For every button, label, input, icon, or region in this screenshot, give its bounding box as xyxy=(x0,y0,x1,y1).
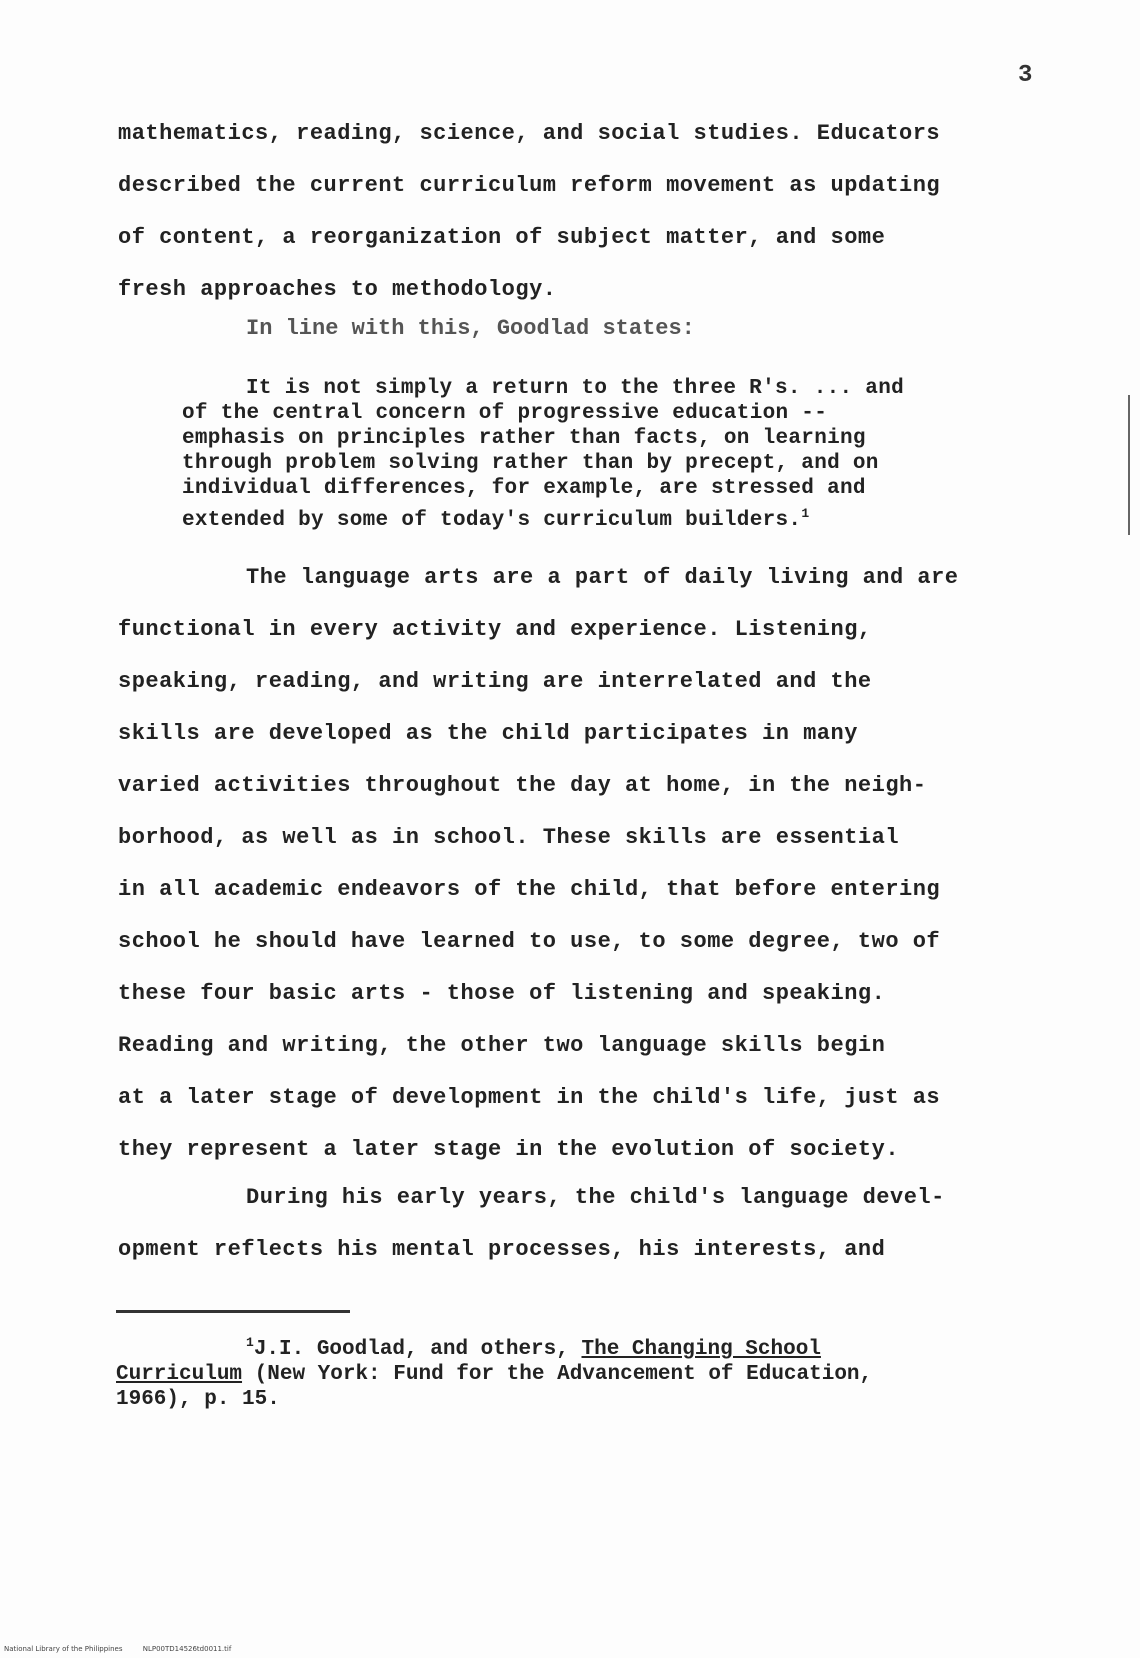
page-number: 3 xyxy=(1018,62,1033,89)
footnote-author: J.I. Goodlad, and others, xyxy=(253,1338,569,1361)
text-line: functional in every activity and experience. Listening, xyxy=(118,617,872,642)
footnote xyxy=(116,1330,1066,1412)
text-line: at a later stage of development in the child's life, just as xyxy=(118,1085,941,1110)
block-quote xyxy=(182,376,1042,533)
quote-line-text: extended by some of today's curriculum builders. xyxy=(182,509,802,532)
quote-lead-in: In line with this, Goodlad states: xyxy=(246,316,695,341)
text-line: fresh approaches to methodology. xyxy=(118,277,557,302)
paragraph-2 xyxy=(118,552,1058,1176)
text-line: they represent a later stage in the evolution of society. xyxy=(118,1137,900,1162)
text-line: speaking, reading, and writing are interrelated and the xyxy=(118,669,872,694)
quote-line: individual differences, for example, are stressed and xyxy=(182,477,866,500)
scan-library-name: National Library of the Philippines xyxy=(4,1645,123,1653)
text-line: these four basic arts - those of listening and speaking. xyxy=(118,981,886,1006)
footnote-line-3: 1966), p. 15. xyxy=(116,1388,280,1411)
footnote-publisher: (New York: Fund for the Advancement of Education, xyxy=(254,1363,873,1386)
footnote-marker: 1 xyxy=(246,1335,254,1350)
quote-line-last xyxy=(182,501,1042,533)
text-line: borhood, as well as in school. These skills are essential xyxy=(118,825,900,850)
text-line: of content, a reorganization of subject matter, and some xyxy=(118,225,886,250)
quote-line: emphasis on principles rather than facts, on learning xyxy=(182,427,866,450)
paragraph-3 xyxy=(118,1172,1058,1276)
text-line: varied activities throughout the day at home, in the neigh- xyxy=(118,773,927,798)
footnote-reference: 1 xyxy=(801,506,810,521)
scan-footer xyxy=(4,1645,249,1653)
text-line: skills are developed as the child participates in many xyxy=(118,721,858,746)
footnote-divider xyxy=(116,1310,350,1313)
text-line: school he should have learned to use, to some degree, two of xyxy=(118,929,941,954)
text-line: Reading and writing, the other two language skills begin xyxy=(118,1033,886,1058)
scan-filename: NLP00TD14526td0011.tif xyxy=(142,1645,232,1653)
text-line: described the current curriculum reform movement as updating xyxy=(118,173,941,198)
quote-line: It is not simply a return to the three R's. ... and xyxy=(246,377,905,400)
quote-line: through problem solving rather than by precept, and on xyxy=(182,452,879,475)
text-line: opment reflects his mental processes, his interests, and xyxy=(118,1237,886,1262)
footnote-line-2 xyxy=(116,1362,1066,1387)
paragraph-1 xyxy=(118,108,1058,316)
text-line: The language arts are a part of daily living and are xyxy=(246,565,959,590)
quote-line: of the central concern of progressive education -- xyxy=(182,402,828,425)
footnote-title-part-1: The Changing School xyxy=(581,1338,821,1361)
text-line: During his early years, the child's language devel- xyxy=(246,1185,945,1210)
text-line: in all academic endeavors of the child, that before entering xyxy=(118,877,941,902)
text-line: mathematics, reading, science, and social studies. Educators xyxy=(118,121,941,146)
footnote-line-1 xyxy=(116,1330,1066,1362)
scan-edge-mark xyxy=(1128,395,1130,535)
footnote-title-part-2: Curriculum xyxy=(116,1363,243,1386)
